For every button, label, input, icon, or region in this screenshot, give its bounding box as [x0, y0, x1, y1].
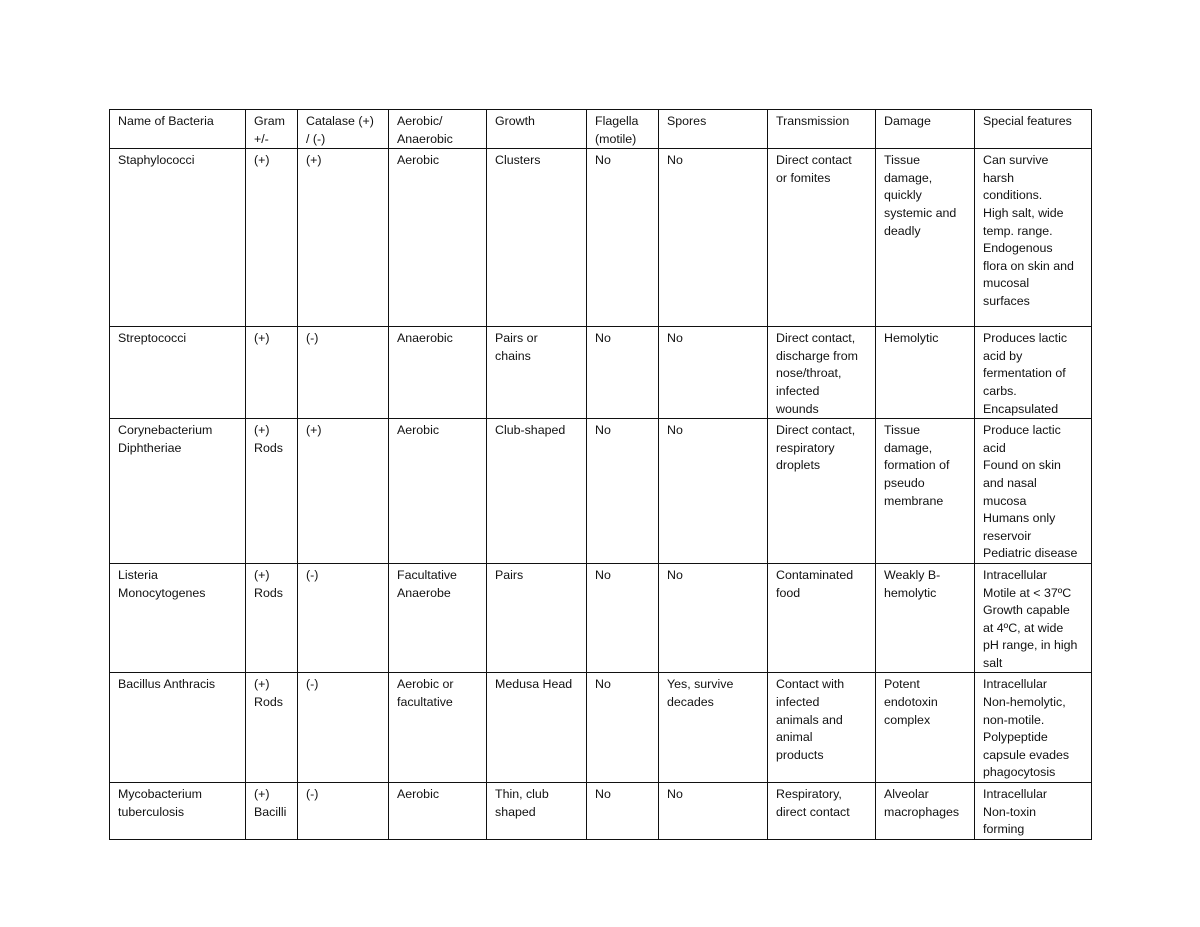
cell-transmission: Contact with infected animals and animal products — [768, 673, 876, 783]
header-spores: Spores — [659, 110, 768, 149]
table-row — [110, 419, 1092, 564]
cell-catalase: (-) — [298, 563, 389, 673]
cell-aerobic: Aerobic — [389, 149, 487, 327]
table-header-row — [110, 110, 1092, 149]
header-damage: Damage — [876, 110, 975, 149]
cell-flagella: No — [587, 673, 659, 783]
header-flagella: Flagella (motile) — [587, 110, 659, 149]
cell-growth: Pairs — [487, 563, 587, 673]
cell-name: Bacillus Anthracis — [110, 673, 246, 783]
cell-spores: Yes, survive decades — [659, 673, 768, 783]
cell-gram: (+) Rods — [246, 419, 298, 564]
cell-special-features: Can survive harsh conditions. High salt, wide temp. range. Endogenous flora on skin and mucosal surfaces — [975, 149, 1092, 327]
cell-transmission: Direct contact, discharge from nose/throat, infected wounds — [768, 327, 876, 419]
cell-damage: Potent endotoxin complex — [876, 673, 975, 783]
cell-gram: (+) — [246, 327, 298, 419]
cell-aerobic: Facultative Anaerobe — [389, 563, 487, 673]
cell-catalase: (-) — [298, 673, 389, 783]
cell-special-features: Produce lactic acid Found on skin and nasal mucosa Humans only reservoir Pediatric disease — [975, 419, 1092, 564]
header-gram: Gram +/- — [246, 110, 298, 149]
cell-special-features: Intracellular Motile at < 37ºC Growth capable at 4ºC, at wide pH range, in high salt — [975, 563, 1092, 673]
cell-growth: Clusters — [487, 149, 587, 327]
header-catalase: Catalase (+) / (-) — [298, 110, 389, 149]
cell-name: Mycobacterium tuberculosis — [110, 783, 246, 840]
table-row — [110, 563, 1092, 673]
cell-catalase: (+) — [298, 149, 389, 327]
cell-name: Streptococci — [110, 327, 246, 419]
header-name-of-bacteria: Name of Bacteria — [110, 110, 246, 149]
cell-flagella: No — [587, 149, 659, 327]
cell-flagella: No — [587, 563, 659, 673]
table-row — [110, 327, 1092, 419]
cell-growth: Medusa Head — [487, 673, 587, 783]
cell-damage: Tissue damage, formation of pseudo membrane — [876, 419, 975, 564]
cell-damage: Hemolytic — [876, 327, 975, 419]
cell-gram: (+) Bacilli — [246, 783, 298, 840]
cell-special-features: Intracellular Non-hemolytic, non-motile. Polypeptide capsule evades phagocytosis — [975, 673, 1092, 783]
cell-damage: Weakly B- hemolytic — [876, 563, 975, 673]
cell-damage: Tissue damage, quickly systemic and deadly — [876, 149, 975, 327]
cell-gram: (+) Rods — [246, 673, 298, 783]
cell-spores: No — [659, 563, 768, 673]
table-row — [110, 149, 1092, 327]
cell-spores: No — [659, 783, 768, 840]
cell-aerobic: Anaerobic — [389, 327, 487, 419]
cell-spores: No — [659, 149, 768, 327]
header-special-features: Special features — [975, 110, 1092, 149]
cell-transmission: Direct contact or fomites — [768, 149, 876, 327]
cell-aerobic: Aerobic — [389, 419, 487, 564]
cell-flagella: No — [587, 783, 659, 840]
cell-special-features: Intracellular Non-toxin forming — [975, 783, 1092, 840]
cell-damage: Alveolar macrophages — [876, 783, 975, 840]
table-row — [110, 783, 1092, 840]
cell-aerobic: Aerobic — [389, 783, 487, 840]
cell-aerobic: Aerobic or facultative — [389, 673, 487, 783]
cell-flagella: No — [587, 327, 659, 419]
cell-transmission: Direct contact, respiratory droplets — [768, 419, 876, 564]
cell-flagella: No — [587, 419, 659, 564]
cell-catalase: (-) — [298, 327, 389, 419]
header-aerobic-anaerobic: Aerobic/ Anaerobic — [389, 110, 487, 149]
table-row — [110, 673, 1092, 783]
cell-special-features: Produces lactic acid by fermentation of carbs. Encapsulated — [975, 327, 1092, 419]
cell-name: Listeria Monocytogenes — [110, 563, 246, 673]
cell-gram: (+) Rods — [246, 563, 298, 673]
cell-growth: Pairs or chains — [487, 327, 587, 419]
cell-growth: Thin, club shaped — [487, 783, 587, 840]
cell-spores: No — [659, 419, 768, 564]
cell-growth: Club-shaped — [487, 419, 587, 564]
cell-gram: (+) — [246, 149, 298, 327]
cell-transmission: Respiratory, direct contact — [768, 783, 876, 840]
bacteria-table — [109, 109, 1092, 840]
cell-name: Staphylococci — [110, 149, 246, 327]
cell-spores: No — [659, 327, 768, 419]
cell-transmission: Contaminated food — [768, 563, 876, 673]
header-growth: Growth — [487, 110, 587, 149]
cell-catalase: (+) — [298, 419, 389, 564]
cell-catalase: (-) — [298, 783, 389, 840]
cell-name: Corynebacterium Diphtheriae — [110, 419, 246, 564]
header-transmission: Transmission — [768, 110, 876, 149]
